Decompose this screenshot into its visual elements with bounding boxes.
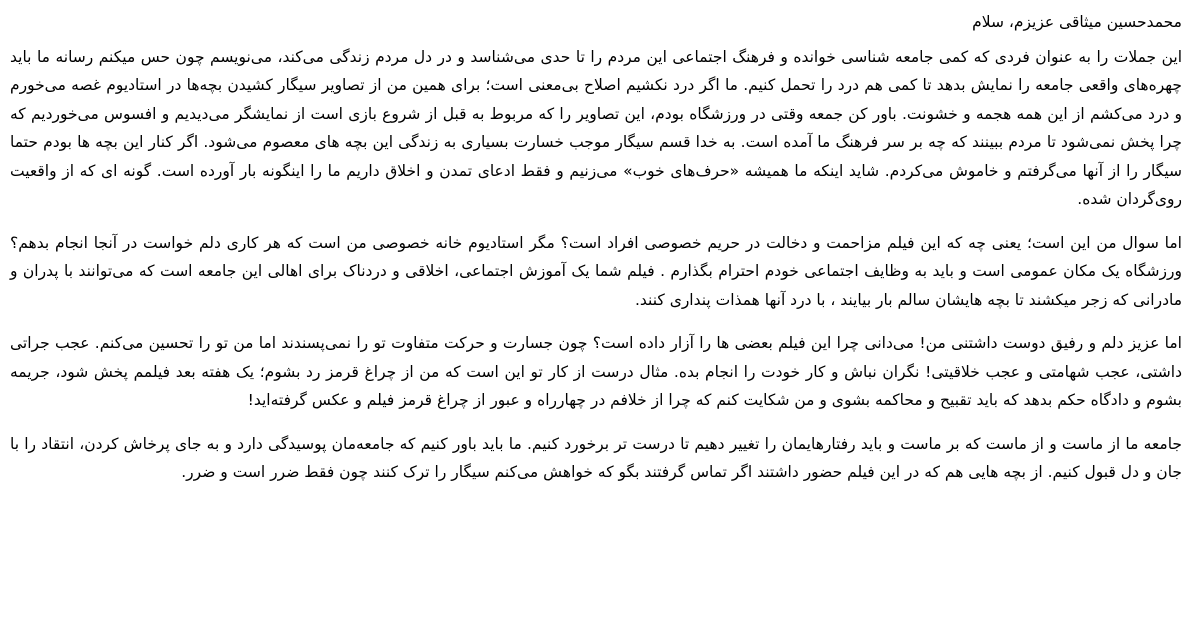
letter-paragraph-1: این جملات را به عنوان فردی که کمی جامعه شناسی خوانده و فرهنگ اجتماعی این مردم را تا حدی می‌شناسد و در دل مردم زندگی می‌کند، می‌نویسم چون حس میکنم رسانه ما باید چهره‌های واقعی جامعه را نمایش بدهد تا کمی هم درد را تحمل کنیم. ما اگر درد نکشیم اصلاح بی‌معنی است؛ برای همین من از تصاویر سیگار کشیدن بچه‌ها در استادیوم غصه می‌خورم و درد می‌کشم از این همه هجمه و خشونت. باور کن جمعه وقتی در ورزشگاه بودم، این تصاویر را که مربوط به قبل از شروع بازی است از نمایشگر می‌دیدیم و افسوس می‌خوردیم که چرا پخش نمی‌شود تا مردم ببینند که چه بر سر فرهنگ ما آمده است. به خدا قسم سیگار موجب خسارت بسیاری به زندگی این بچه های معصوم می‌شود. اگر کنار این بچه ها بودم حتما سیگار را از آنها می‌گرفتم و خاموش می‌کردم. شاید اینکه ما همیشه «حرف‌های خوب» می‌زنیم و فقط ادعای تمدن و اخلاق داریم ما را اینگونه بار آورده است. گونه ای که از واقعیت روی‌گردان شده. [10,47,1182,208]
letter-paragraph-2: اما سوال من این است؛ یعنی چه که این فیلم مزاحمت و دخالت در حریم خصوصی افراد است؟ مگر استادیوم خانه خصوصی من است که هر کاری دلم خواست در آنجا انجام بدهم؟ ورزشگاه یک مکان عمومی است و باید به وظایف اجتماعی خودم احترام بگذارم . فیلم شما یک آموزش اجتماعی، اخلاقی و دردناک برای اهالی این جامعه است که می‌توانند با پدران و مادرانی که زجر میکشند تا بچه هایشان سالم بار بیایند ، با درد آنها همذات پنداری کنند. [10,233,1182,309]
letter-salutation: محمدحسین میثاقی عزیزم، سلام [972,13,1182,31]
letter-paragraph-3: اما عزیز دلم و رفیق دوست داشتنی من! می‌دانی چرا این فیلم بعضی ها را آزار داده است؟ چون جسارت و حرکت متفاوت تو را نمی‌پسندند اما من تو را تحسین می‌کنم. عجب جراتی داشتی، عجب شهامتی و عجب خلاقیتی! نگران نباش و کار خودت را انجام بده. مثال درست از کار تو این است که من از چراغ قرمز رد بشوم؛ یک هفته بعد فیلمم پخش شود، جریمه بشوم و دادگاه حکم بدهد که باید تقبیح و محاکمه بشوی و من شکایت کنم که چرا از خلافم در چهارراه و عبور از چراغ قرمز فیلم و عکس گرفته‌اید! [10,334,1182,409]
letter-paragraph-4: جامعه ما از ماست و از ماست که بر ماست و باید رفتارهایمان را تغییر دهیم تا درست تر برخورد کنیم. ما باید باور کنیم که جامعه‌مان پوسیدگی دارد و به جای پرخاش کردن، انتقاد را با جان و دل قبول کنیم. از بچه هایی هم که در این فیلم حضور داشتند اگر تماس گرفتند بگو که خواهش می‌کنم سیگار را ترک کنند چون فقط ضرر است و ضرر. [10,434,1182,481]
